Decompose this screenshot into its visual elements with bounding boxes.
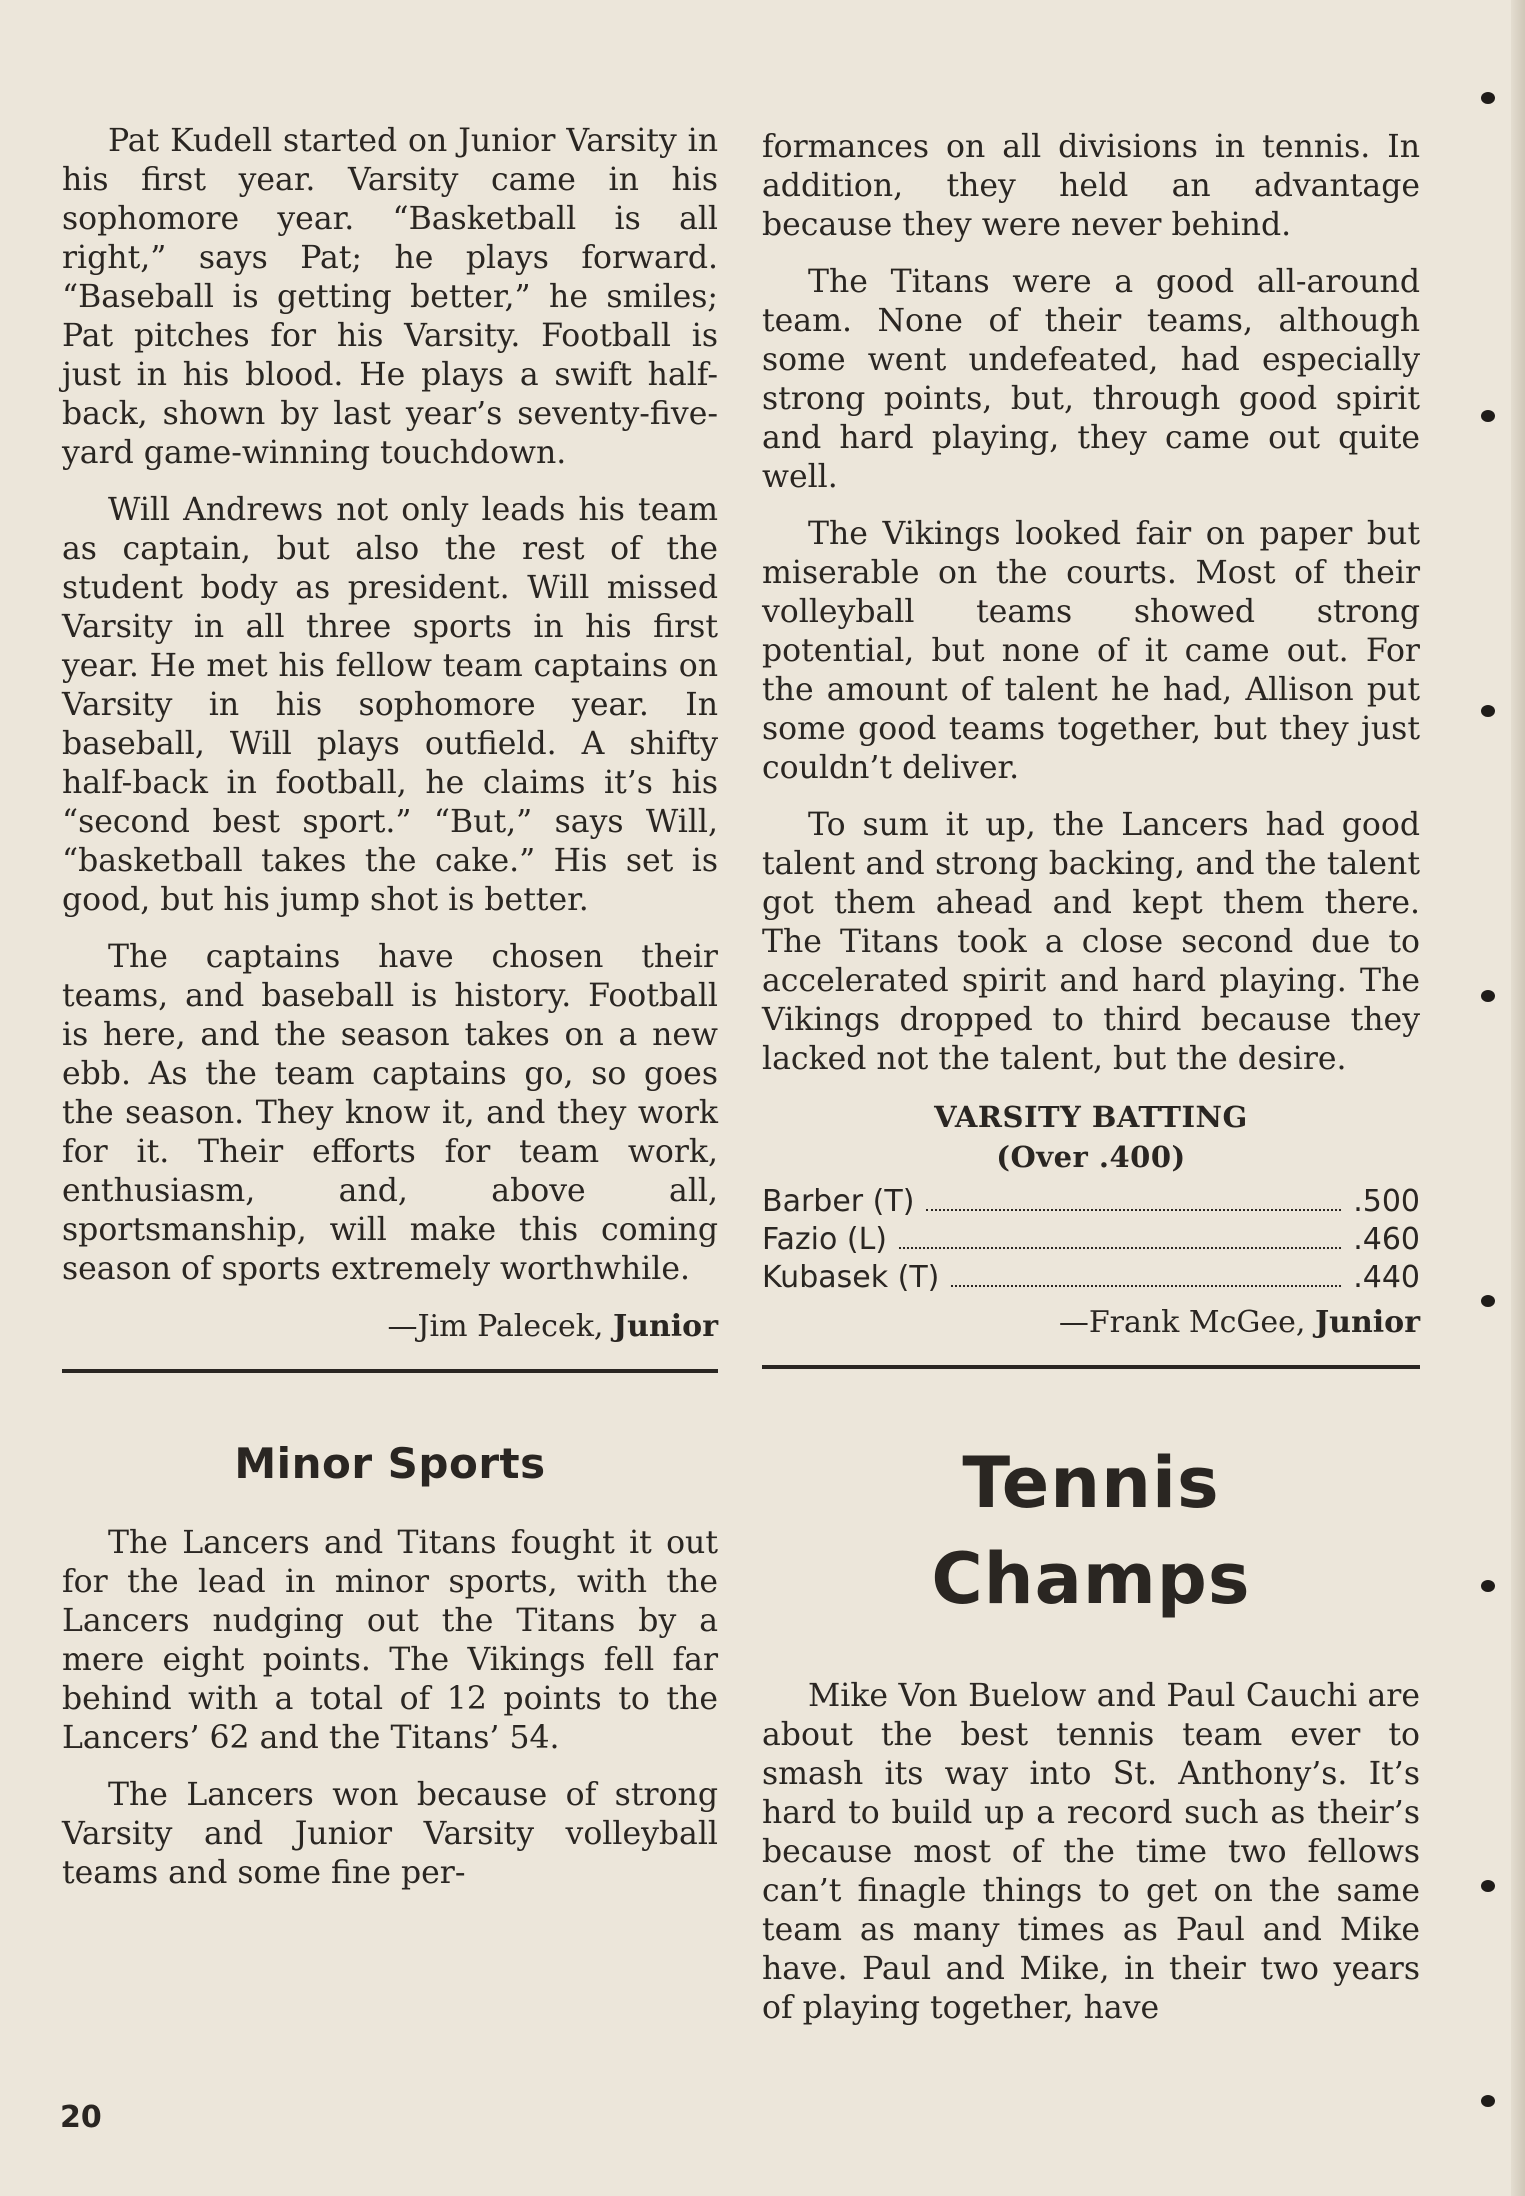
article-paragraph: The captains have chosen their teams, and baseball is history. Football is here, and the season takes on a new ebb. As the team captains go, so goes the season. They know it, and they work for it. Their efforts for team work, enthusiasm, and, above all, sportsmanship, will make this coming season of sports extremely worthwhile. — [62, 939, 718, 1287]
binder-hole-icon — [1481, 92, 1495, 104]
article-paragraph: Pat Kudell started on Junior Varsity in his first year. Varsity came in his sophomore year. “Basketball is all right,” says Pat; he plays forward. “Baseball is getting better,” he smiles; Pat pitches for his Varsity. Football is just in his blood. He plays a swift half-back, shown by last year’s seventy-five-yard game-winning touchdown. — [62, 123, 718, 471]
player-name: Fazio (L) — [762, 1222, 887, 1257]
binder-hole-icon — [1481, 2095, 1495, 2107]
byline-author: —Jim Palecek, — [387, 1309, 604, 1344]
leader-dots — [926, 1209, 1341, 1211]
leader-dots — [899, 1247, 1341, 1249]
player-name: Kubasek (T) — [762, 1260, 940, 1295]
batting-subtitle: (Over .400) — [996, 1140, 1186, 1174]
byline — [62, 1307, 718, 1347]
section-divider — [62, 1369, 718, 1373]
leader-dots — [951, 1285, 1341, 1287]
byline — [762, 1303, 1420, 1343]
article-paragraph: To sum it up, the Lancers had good talent and strong backing, and the talent got them ahead and kept them there. The Titans took a close second due to accelerated spirit and hard playing. The Vikings dropped to third because they lacked not the talent, but the desire. — [762, 807, 1420, 1077]
batting-row — [762, 1221, 1420, 1259]
binder-hole-icon — [1481, 990, 1495, 1002]
article-paragraph: The Titans were a good all-around team. None of their teams, although some went undefeated, had especially strong points, but, through good spirit and hard playing, they came out quite well. — [762, 264, 1420, 495]
batting-average: .500 — [1353, 1184, 1420, 1219]
article-paragraph: The Lancers won because of strong Varsity and Junior Varsity volleyball teams and some fine per- — [62, 1777, 718, 1891]
article-paragraph: Will Andrews not only leads his team as captain, but also the rest of the student body as president. Will missed Varsity in all three sports in his first year. He met his fellow team captains on Varsity in his sophomore year. In baseball, Will plays outfield. A shifty half-back in football, he claims it’s his “second best sport.” “But,” says Will, “basketball takes the cake.” His set is good, but his jump shot is better. — [62, 492, 718, 918]
batting-average: .460 — [1353, 1222, 1420, 1257]
binder-hole-icon — [1481, 1580, 1495, 1592]
binder-hole-icon — [1481, 1880, 1495, 1892]
batting-row — [762, 1183, 1420, 1221]
binder-edge — [1511, 0, 1525, 2196]
tennis-heading — [762, 1435, 1420, 1627]
tennis-heading-line2: Champs — [931, 1538, 1251, 1620]
section-divider — [762, 1365, 1420, 1369]
right-column — [762, 128, 1420, 2046]
article-paragraph: Mike Von Buelow and Paul Cauchi are about the best tennis team ever to smash its way into St. Anthony’s. It’s hard to build up a record such as their’s because most of the time two fellows can’t finagle things to get on the same team as many times as Paul and Mike have. Paul and Mike, in their two years of playing together, have — [762, 1678, 1420, 2026]
binder-hole-icon — [1481, 1295, 1495, 1307]
article-paragraph: The Vikings looked fair on paper but miserable on the courts. Most of their volleyball teams showed strong potential, but none of it came out. For the amount of talent he had, Allison put some good teams together, but they just couldn’t deliver. — [762, 516, 1420, 786]
binder-hole-icon — [1481, 705, 1495, 717]
batting-table — [762, 1097, 1420, 1297]
tennis-heading-line1: Tennis — [962, 1442, 1220, 1524]
left-column — [62, 122, 718, 1911]
player-name: Barber (T) — [762, 1184, 915, 1219]
batting-title: VARSITY BATTING — [934, 1100, 1248, 1134]
minor-sports-heading: Minor Sports — [234, 1439, 546, 1488]
byline-author: —Frank McGee, — [1058, 1305, 1306, 1340]
batting-row — [762, 1259, 1420, 1297]
page-number: 20 — [60, 2100, 102, 2135]
binder-hole-icon — [1481, 410, 1495, 422]
article-paragraph: formances on all divisions in tennis. In addition, they held an advantage because they were never behind. — [762, 129, 1420, 243]
byline-class: Junior — [612, 1309, 718, 1344]
byline-class: Junior — [1314, 1305, 1420, 1340]
batting-average: .440 — [1353, 1260, 1420, 1295]
article-paragraph: The Lancers and Titans fought it out for the lead in minor sports, with the Lancers nudging out the Titans by a mere eight points. The Vikings fell far behind with a total of 12 points to the Lancers’ 62 and the Titans’ 54. — [62, 1525, 718, 1756]
